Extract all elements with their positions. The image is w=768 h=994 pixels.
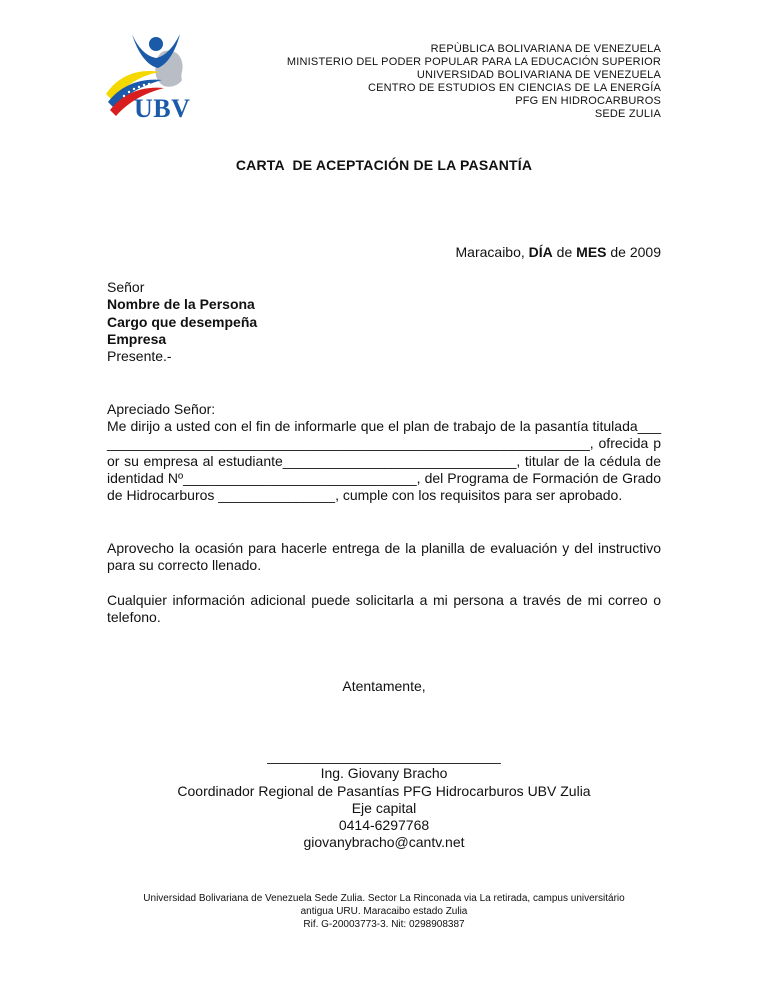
document-title: CARTA DE ACEPTACIÓN DE LA PASANTÍA <box>235 157 533 173</box>
body-paragraph-2: Aprovecho la ocasión para hacerle entrega de la planilla de evaluación y del instructivo para su correcto llenado. <box>107 540 661 574</box>
letter-date <box>456 244 661 260</box>
footer-rif: Rif. G-20003773-3. Nit: 0298908387 <box>303 919 465 930</box>
recipient-name: Nombre de la Persona <box>107 296 255 313</box>
signer-area: Eje capital <box>351 799 417 816</box>
signer-email: giovanybracho@cantv.net <box>303 834 465 851</box>
recipient-company: Empresa <box>107 330 167 347</box>
header-line: UNIVERSIDAD BOLIVARIANA DE VENEZUELA <box>416 69 661 81</box>
body-paragraph-3: Cualquier información adicional puede solicitarla a mi persona a través de mi correo o telefono. <box>107 592 661 626</box>
ubv-logo <box>104 30 202 126</box>
header-line: SEDE ZULIA <box>594 108 661 120</box>
recipient-position: Cargo que desempeña <box>107 313 258 330</box>
date-year: de 2009 <box>606 244 661 260</box>
recipient-salutation: Señor <box>107 279 145 295</box>
letter-greeting: Apreciado Señor: <box>107 401 216 417</box>
page-footer <box>0 892 768 931</box>
institution-header <box>241 43 661 121</box>
date-de: de <box>552 244 577 260</box>
header-line: CENTRO DE ESTUDIOS EN CIENCIAS DE LA ENERGÍA <box>367 82 661 94</box>
recipient-presente: Presente.- <box>107 348 172 365</box>
signer-role: Coordinador Regional de Pasantías PFG Hidrocarburos UBV Zulia <box>177 782 591 799</box>
signature-line: ______________________________ <box>267 748 501 764</box>
closing: Atentamente, <box>342 678 426 694</box>
date-month: MES <box>576 244 607 260</box>
header-line: MINISTERIO DEL PODER POPULAR PARA LA EDUCACIÓN SUPERIOR <box>286 56 661 68</box>
signer-name: Ing. Giovany Bracho <box>320 765 448 782</box>
header-line: PFG EN HIDROCARBUROS <box>515 95 661 107</box>
date-day: DÍA <box>528 244 553 260</box>
footer-address: Universidad Bolivariana de Venezuela Sede Zulia. Sector La Rinconada via La retirada, campus universitário <box>143 893 625 904</box>
signature-block <box>0 748 768 852</box>
date-city: Maracaibo, <box>455 244 529 260</box>
signer-phone: 0414-6297768 <box>338 817 430 834</box>
recipient-block <box>107 279 661 365</box>
footer-city: antigua URU. Maracaibo estado Zulia <box>300 906 468 917</box>
body-paragraph-1: Me dirijo a usted con el fin de informarle que el plan de trabajo de la pasantía titulada_________________________________________________________________, ofrecida por su empresa al estudiante______________________________, titular de la cédula de identidad Nº______________________________, del Programa de Formación de Grado de Hidrocarburos _______________, cumple con los requisitos para ser aprobado. <box>107 418 661 504</box>
logo-text: UBV <box>134 94 191 123</box>
header-line: REPÙBLICA BOLIVARIANA DE VENEZUELA <box>430 43 661 55</box>
